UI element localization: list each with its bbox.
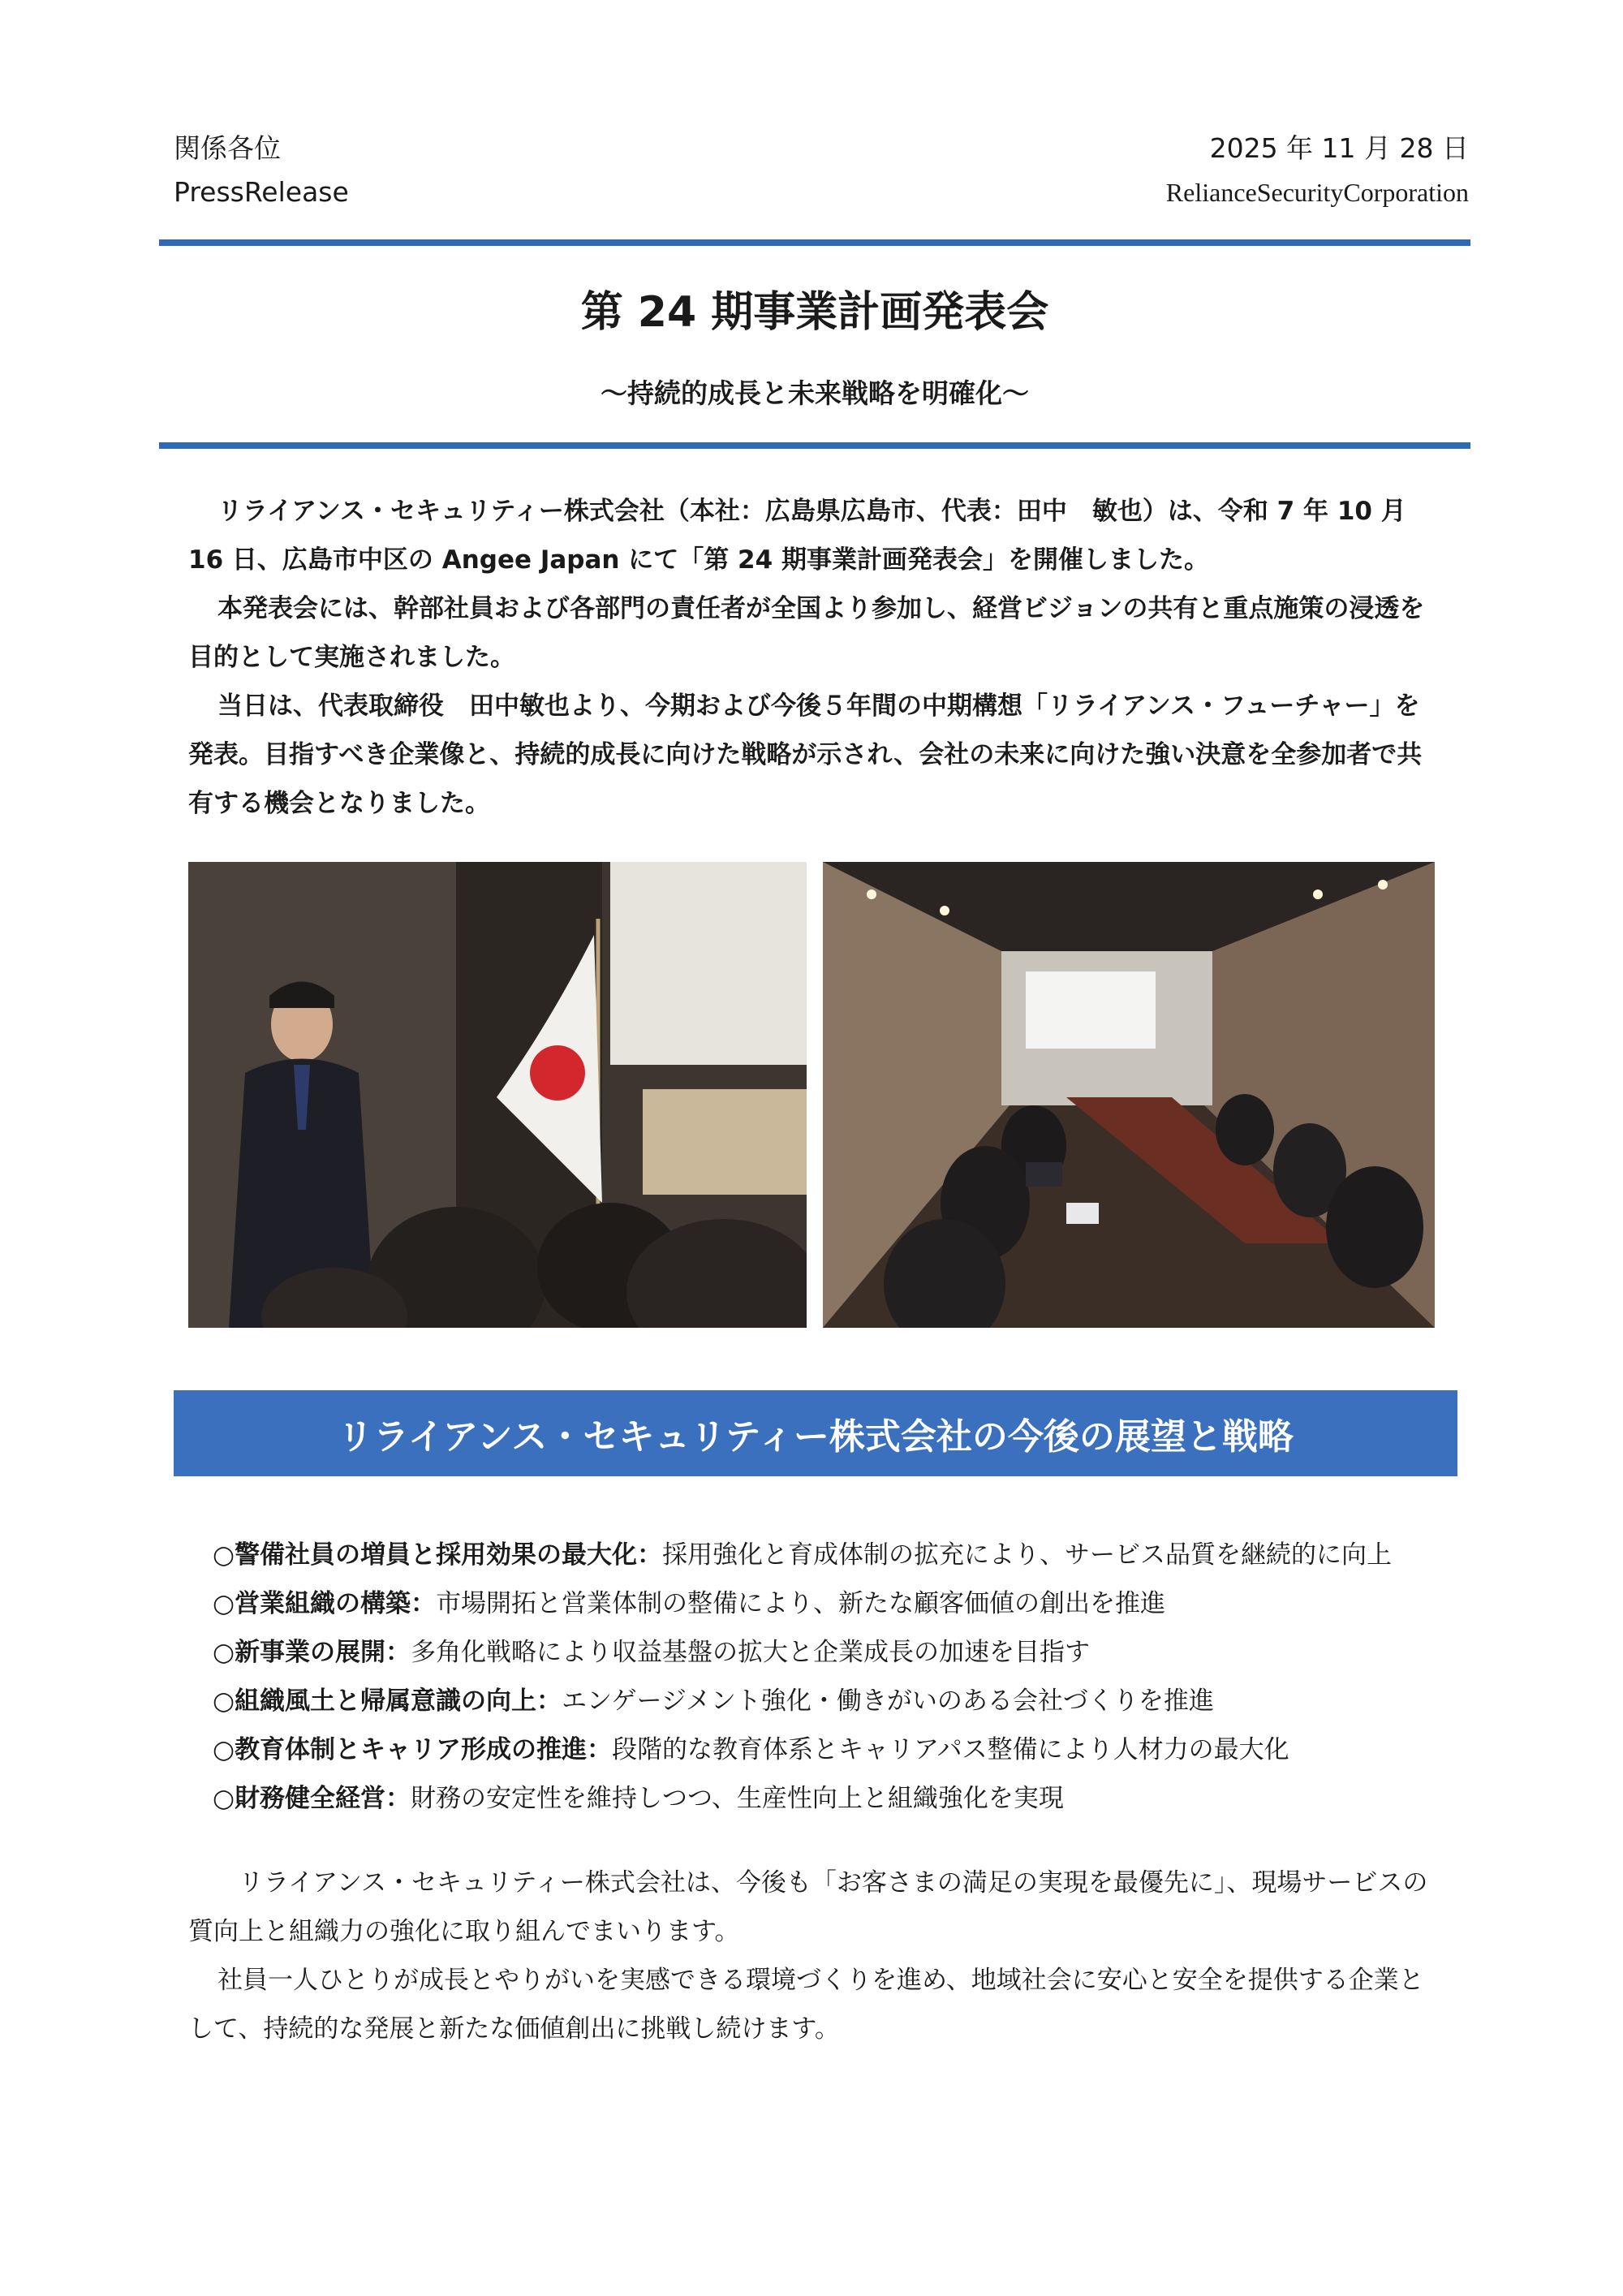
strategy-title: 教育体制とキャリア形成の推進： [235, 1735, 613, 1764]
strategy-list [213, 1531, 1446, 1823]
strategy-mark: ○ [213, 1540, 235, 1570]
strategy-mark: ○ [213, 1784, 235, 1813]
header-left [174, 127, 349, 214]
strategy-text: 多角化戦略により収益基盤の拡大と企業成長の加速を目指す [411, 1638, 1091, 1667]
strategy-item [213, 1774, 1446, 1823]
strategy-text: 市場開拓と営業体制の整備により、新たな顧客価値の創出を推進 [436, 1589, 1166, 1618]
section-heading-banner [174, 1390, 1457, 1476]
strategy-text: 採用強化と育成体制の拡充により、サービス品質を継続的に向上 [662, 1540, 1393, 1570]
strategy-title: 新事業の展開： [235, 1638, 411, 1667]
photo-presenter [188, 862, 807, 1328]
strategy-mark: ○ [213, 1735, 235, 1764]
presenter-image [188, 862, 807, 1328]
strategy-item [213, 1725, 1446, 1774]
top-rule [159, 239, 1470, 246]
closing-paragraph: リライアンス・セキュリティー株式会社は、今後も「お客さまの満足の実現を最優先に」、現場サービスの質向上と組織力の強化に取り組んでまいります。 [188, 1868, 1428, 1946]
intro-paragraph: リライアンス・セキュリティー株式会社（本社：広島県広島市、代表：田中 敏也）は、令和 7 年 10 月 16 日、広島市中区の Angee Japan にて「第 24 期事業計画発表会」を開催しました。 [188, 497, 1406, 575]
strategy-mark: ○ [213, 1638, 235, 1667]
page-title: 第 24 期事業計画発表会 [580, 288, 1049, 337]
strategy-item [213, 1579, 1446, 1628]
meeting-room-image [823, 862, 1435, 1328]
page-subtitle: ～持続的成長と未来戦略を明確化～ [601, 377, 1029, 409]
strategy-item [213, 1628, 1446, 1677]
header-right [1166, 127, 1469, 214]
strategy-title: 組織風土と帰属意識の向上： [235, 1686, 562, 1716]
section-heading: リライアンス・セキュリティー株式会社の今後の展望と戦略 [338, 1416, 1294, 1458]
closing-text [188, 1859, 1438, 2053]
recipients: 関係各位 [174, 132, 281, 164]
release-date: 2025 年 11 月 28 日 [1209, 132, 1469, 164]
strategy-text: エンゲージメント強化・働きがいのある会社づくりを推進 [562, 1686, 1214, 1716]
strategy-title: 警備社員の増員と採用効果の最大化： [235, 1540, 663, 1570]
strategy-mark: ○ [213, 1686, 235, 1716]
intro-paragraph: 本発表会には、幹部社員および各部門の責任者が全国より参加し、経営ビジョンの共有と重点施策の浸透を目的として実施されました。 [188, 594, 1425, 672]
strategy-text: 財務の安定性を維持しつつ、生産性向上と組織強化を実現 [411, 1784, 1064, 1813]
photo-meeting-room [823, 862, 1435, 1328]
doc-type: PressRelease [174, 176, 349, 208]
company-name-en: RelianceSecurityCorporation [1165, 178, 1469, 207]
strategy-item [213, 1531, 1446, 1579]
strategy-text: 段階的な教育体系とキャリアパス整備により人材力の最大化 [612, 1735, 1289, 1764]
strategy-mark: ○ [213, 1589, 235, 1618]
intro-paragraph: 当日は、代表取締役 田中敏也より、今期および今後５年間の中期構想「リライアンス・フューチャー」を発表。目指すべき企業像と、持続的成長に向けた戦略が示され、会社の未来に向けた強い決意を全参加者で共有する機会となりました。 [188, 691, 1423, 818]
strategy-title: 財務健全経営： [235, 1784, 411, 1813]
strategy-item [213, 1677, 1446, 1725]
closing-paragraph: 社員一人ひとりが成長とやりがいを実感できる環境づくりを進め、地域社会に安心と安全を提供する企業として、持続的な発展と新たな価値創出に挑戦し続けます。 [188, 1966, 1424, 2044]
bottom-rule [159, 442, 1470, 449]
intro-text [188, 487, 1438, 828]
strategy-title: 営業組織の構築： [235, 1589, 437, 1618]
